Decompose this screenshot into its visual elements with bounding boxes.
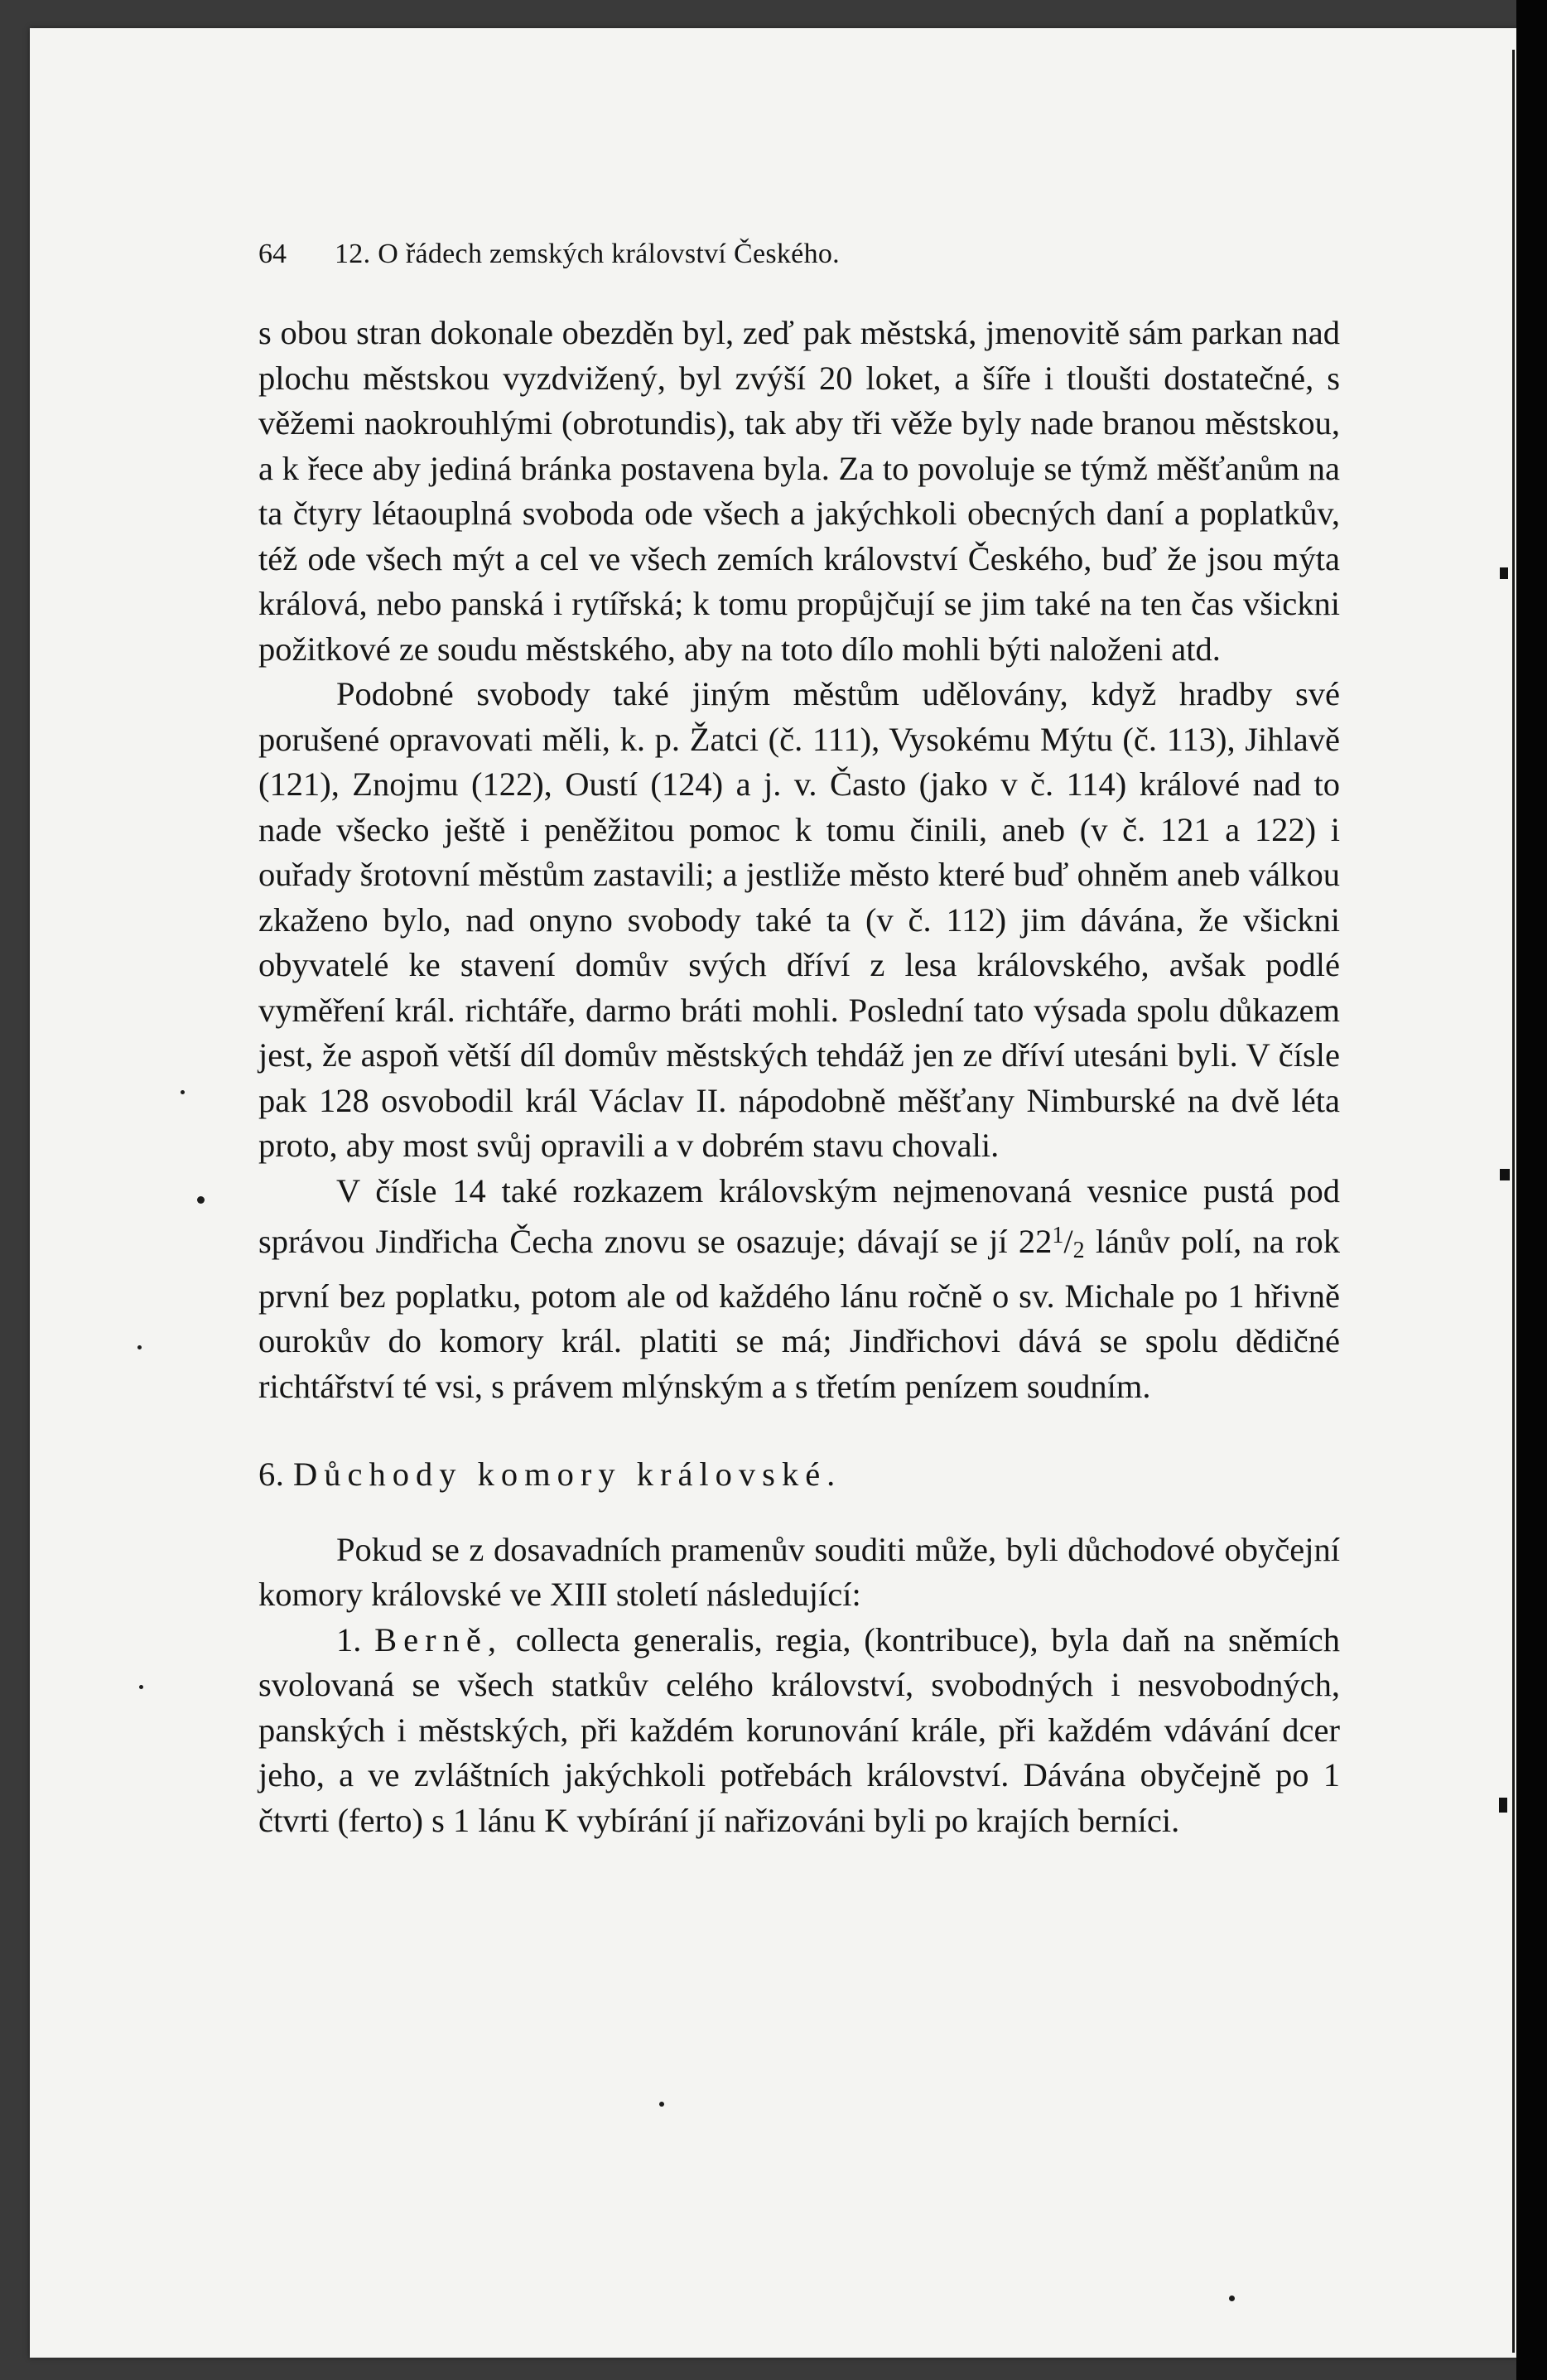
margin-mark bbox=[1500, 1169, 1510, 1180]
paragraph-3-text-a: V čísle 14 také rozkazem královským nejmenovaná vesnice pustá pod správou Jindřicha Čecha znovu se osazuje; dávají se jí 22 bbox=[258, 1171, 1340, 1260]
paragraph-3-text-b: lánův polí, na rok první bez poplatku, potom ale od každého lánu ročně o sv. Michale po 1 hřivně ourokův do komory král. platiti se má; Jindřichovi dává se spolu dědičné richtářství té vsi, s právem mlýnským a s třetím penízem soudním. bbox=[258, 1223, 1340, 1405]
scan-speck bbox=[181, 1090, 185, 1094]
margin-mark bbox=[1499, 1798, 1507, 1813]
paragraph-5-lead: 1. bbox=[336, 1620, 375, 1658]
scan-edge-line bbox=[1512, 50, 1515, 2353]
section-title: Důchody komory královské. bbox=[293, 1456, 842, 1493]
paragraph-5 bbox=[258, 1618, 1340, 1844]
page-body bbox=[258, 311, 1340, 1843]
scan-speck bbox=[1229, 2296, 1235, 2301]
margin-mark bbox=[1500, 567, 1508, 579]
scan-speck bbox=[659, 2102, 664, 2107]
page-number: 64 bbox=[258, 239, 287, 269]
scan-speck bbox=[137, 1345, 142, 1349]
scan-speck bbox=[197, 1196, 205, 1204]
paragraph-2: Podobné svobody také jiným městům udělovány, když hradby své porušené opravovati měli, k. p. Žatci (č. 111), Vysokému Mýtu (č. 113), Jihlavě (121), Znojmu (122), Oustí (124) a j. v. Často (jako v č. 114) králové nad to nade všecko ještě i peněžitou pomoc k tomu činili, aneb (v č. 121 a 122) i ouřady šrotovní městům zastavili; a jestliže město které buď ohněm aneb válkou zkaženo bylo, nad onyno svobody také ta (v č. 112) jim dávána, že všickni obyvatelé ke stavení domův svých dříví z lesa královského, avšak podlé vyměření král. richtáře, darmo bráti mohli. Poslední tato výsada spolu důkazem jest, že aspoň větší díl domův městských tehdáž jen ze dříví utesáni byli. V čísle pak 128 osvobodil král Václav II. nápodobně měšťany Nimburské na dvě léta proto, aby most svůj opravili a v dobrém stavu chovali. bbox=[258, 675, 1340, 1164]
paragraph-1: s obou stran dokonale obezděn byl, zeď pak městská, jmenovitě sám parkan nad plochu městskou vyzdvižený, byl zvýší 20 loket, a šíře i tloušti dostatečné, s věžemi naokrouhlými (obrotundis), tak aby tři věže byly nade branou městskou, a k řece aby jediná bránka postavena byla. Za to povoluje se týmž měšťanům na ta čtyry létaouplná svoboda ode všech a jakýchkoli obecných daní a poplatkův, též ode všech mýt a cel ve všech zemích království Českého, buď že jsou mýta králová, nebo panská i rytířská; k tomu propůjčují se jim také na ten čas všickni požitkové ze soudu městského, aby na toto dílo mohli býti naloženi atd. bbox=[258, 314, 1340, 668]
section-heading bbox=[258, 1452, 1340, 1498]
scan-speck bbox=[139, 1685, 143, 1689]
fraction-denominator: 2 bbox=[1072, 1238, 1085, 1263]
paragraph-4: Pokud se z dosavadních pramenův souditi může, byli důchodové obyčejní komory královské ve XIII století následující: bbox=[258, 1530, 1340, 1613]
fraction-numerator: 1 bbox=[1052, 1223, 1064, 1248]
scan-edge bbox=[1516, 0, 1547, 2380]
paragraph-5-term: Berně, bbox=[374, 1620, 503, 1658]
running-title: 12. O řádech zemských království Českého. bbox=[335, 239, 840, 269]
page-header bbox=[258, 239, 1340, 280]
paragraph-5-text: collecta generalis, regia, (kontribuce), byla daň na sněmích svolovaná se všech statkův celého království, svobodných i nesvobodných, panských i městských, při každém korunování krále, při každém vdávání dcer jeho, a ve zvláštních jakýchkoli potřebách království. Dávána obyčejně po 1 čtvrti (ferto) s 1 lánu K vybírání jí nařizováni byli po krajích berníci. bbox=[258, 1620, 1341, 1839]
section-number: 6. bbox=[258, 1456, 285, 1493]
paragraph-3: V čísle 14 také rozkazem královským nejmenovaná vesnice pustá pod správou Jindřicha Čecha znovu se osazuje; dávají se jí $22^1/2$ lánův polí, na rok první bez poplatku, potom ale od každého lánu ročně o sv. Michale po 1 hřivně ourokův do komory král. platiti se má; Jindřichovi dává se spolu dědičné richtářství té vsi, s právem mlýnským a s třetím penízem soudním. bbox=[258, 1171, 1340, 1405]
